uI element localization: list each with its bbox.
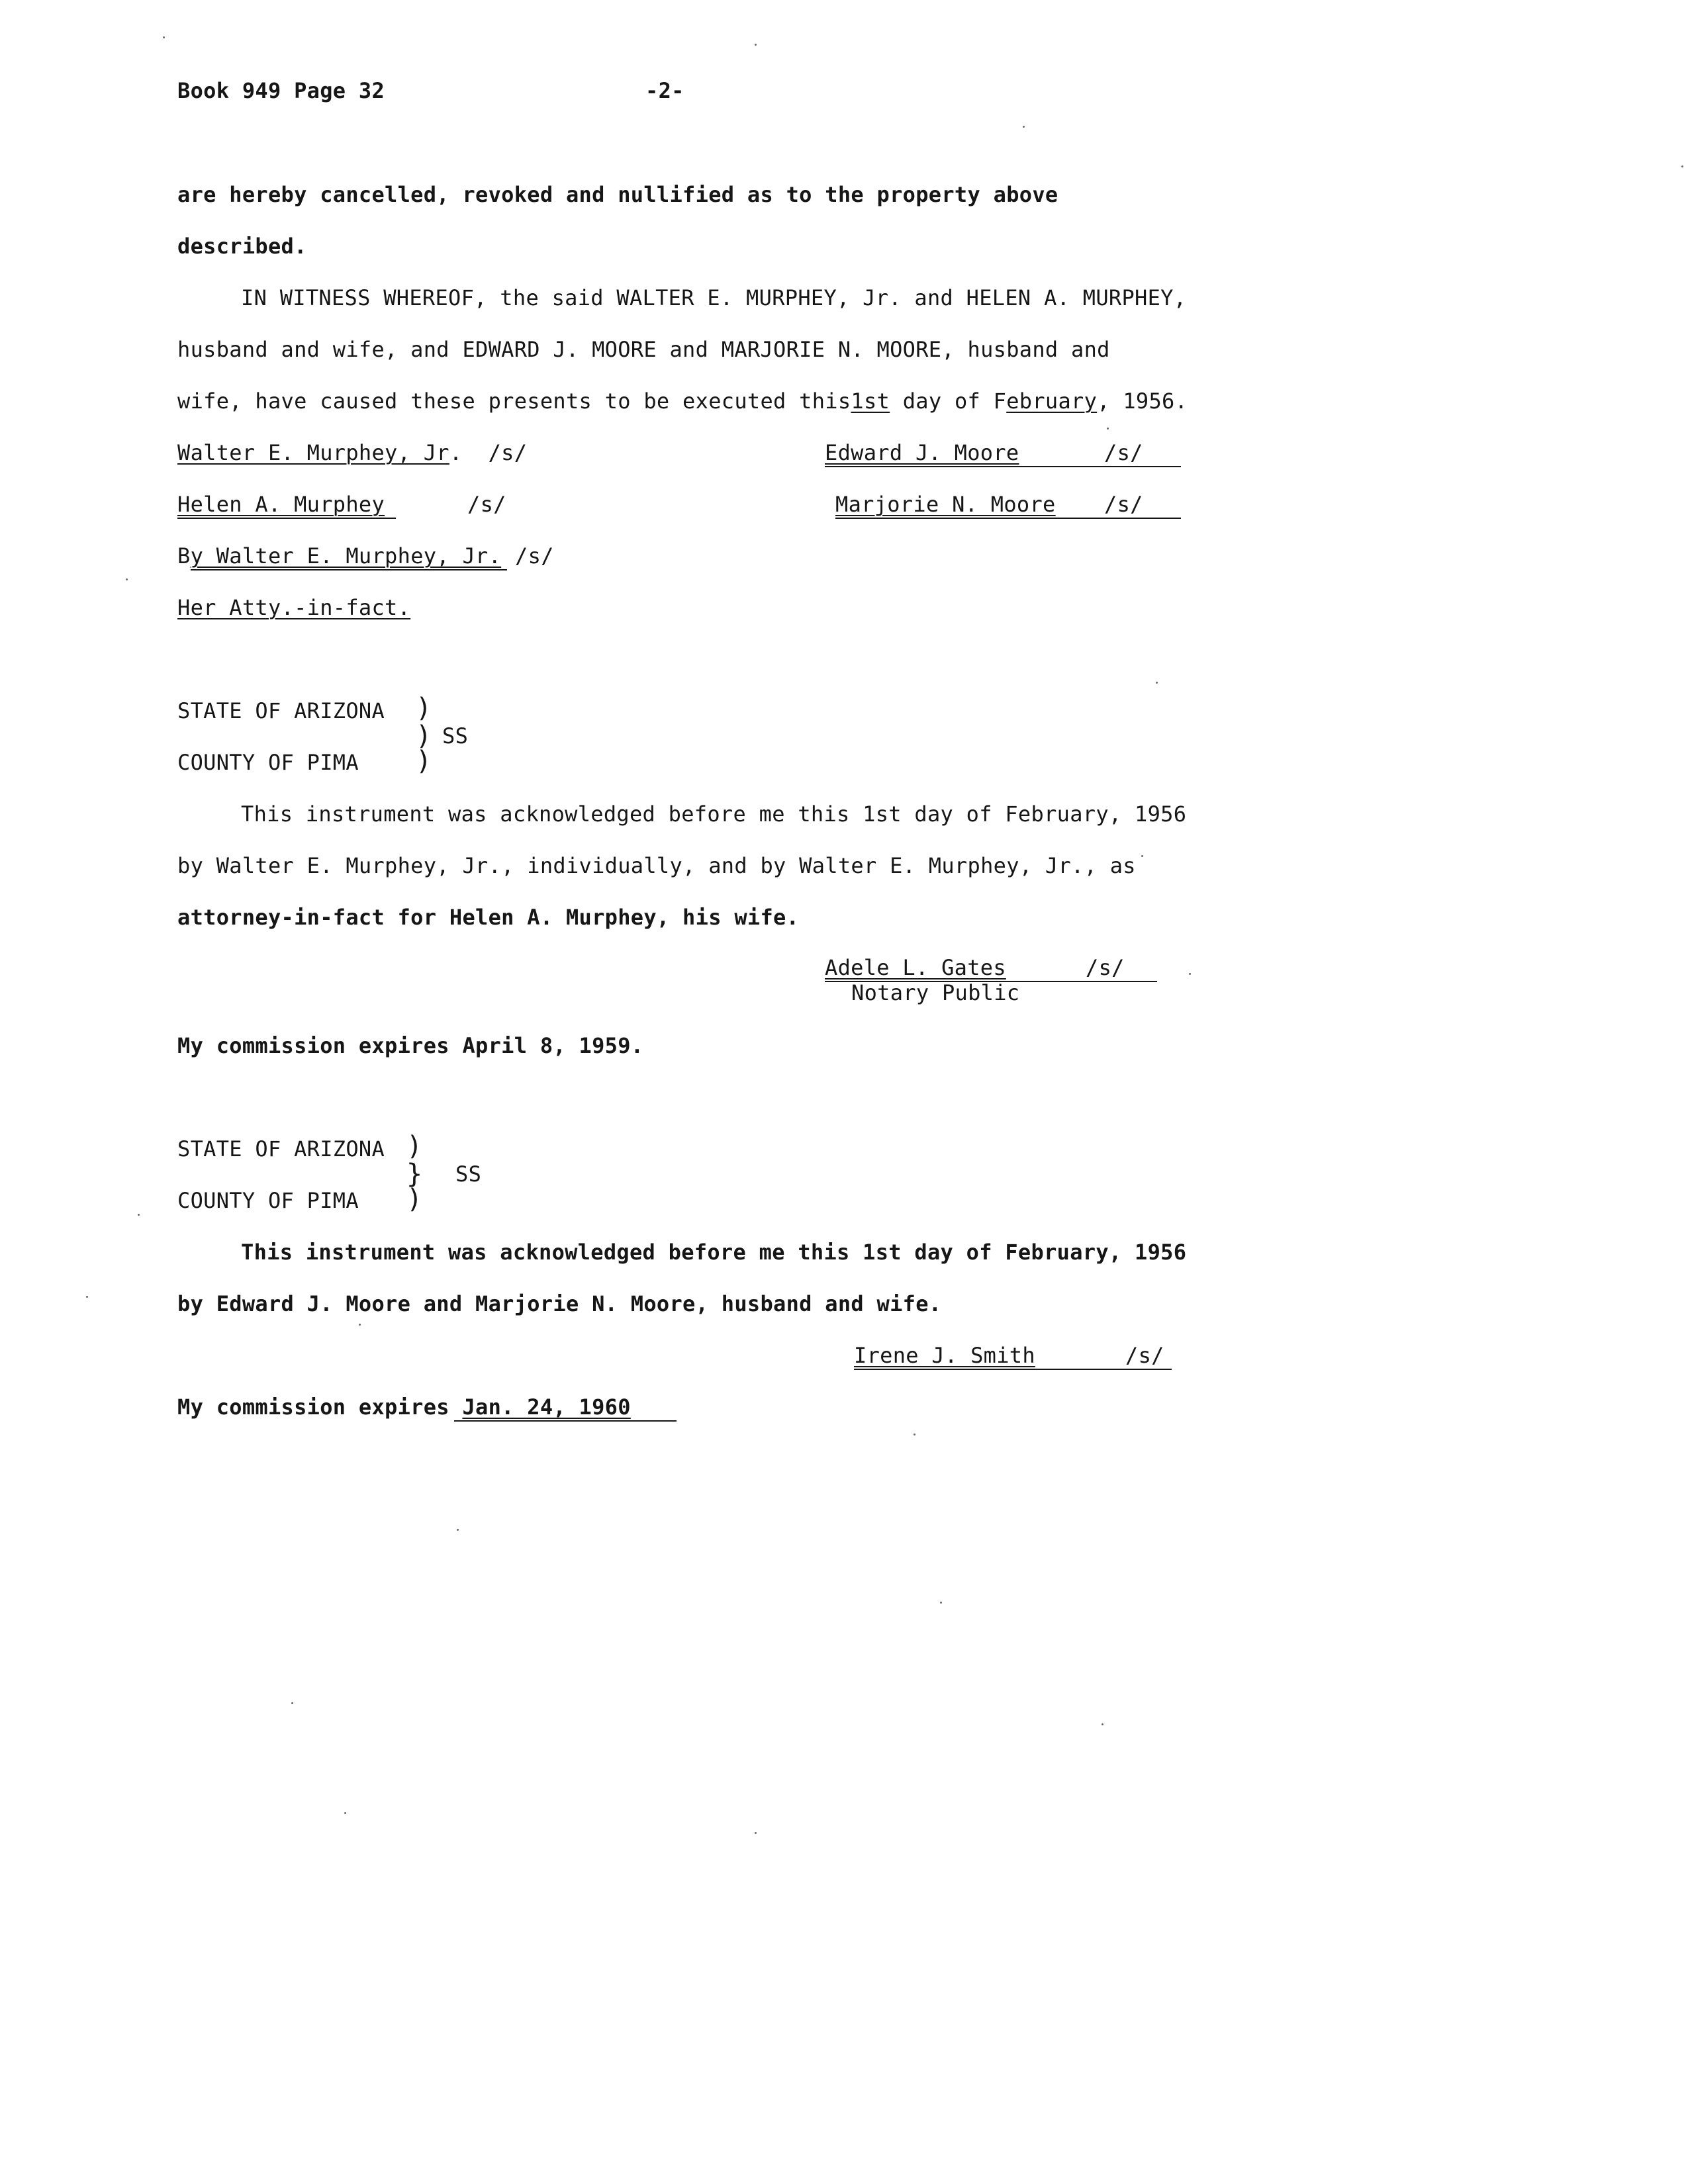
scan-speck — [1107, 428, 1109, 430]
signature-walter: Walter E. Murphey, Jr. /s/ — [177, 440, 528, 465]
ack2-state: STATE OF ARIZONA — [177, 1136, 385, 1161]
ack2-ss: SS — [455, 1161, 482, 1187]
scan-speck — [86, 1296, 88, 1298]
ack2-commission: My commission expires Jan. 24, 1960 — [177, 1394, 631, 1420]
signature-edward-mark: /s/ — [1104, 440, 1143, 465]
scan-speck — [1141, 855, 1143, 857]
ack1-brace-top: ) — [416, 693, 432, 723]
ack1-text-line-1: This instrument was acknowledged before me this 1st day of February, 1956 — [241, 801, 1187, 827]
signature-by-mark: /s/ — [515, 543, 554, 569]
body-line-2: described. — [177, 234, 307, 259]
scan-speck — [755, 1832, 757, 1834]
scan-speck — [1681, 165, 1683, 167]
ack2-county: COUNTY OF PIMA — [177, 1188, 359, 1213]
scan-speck — [457, 1529, 459, 1531]
scan-speck — [138, 1214, 140, 1216]
ack1-notary-title: Notary Public — [851, 980, 1020, 1005]
ack1-commission: My commission expires April 8, 1959. — [177, 1033, 644, 1058]
ack2-brace-bottom: ) — [406, 1184, 423, 1214]
scan-speck — [344, 1812, 346, 1814]
witness-month: ebruary — [1006, 388, 1098, 414]
ack2-notary-line — [854, 1369, 1172, 1370]
ack2-notary-signature: Irene J. Smith — [854, 1343, 1035, 1368]
ack2-notary-mark: /s/ — [1125, 1343, 1164, 1368]
signature-her-atty: Her Atty.-in-fact. — [177, 595, 411, 620]
ack1-text-line-3: attorney-in-fact for Helen A. Murphey, his wife. — [177, 905, 800, 930]
scan-speck — [755, 44, 757, 46]
ack1-notary-mark: /s/ — [1086, 955, 1125, 980]
ack2-brace-top: ) — [406, 1131, 423, 1161]
scan-speck — [940, 1602, 942, 1604]
page-number: -2- — [645, 78, 684, 103]
witness-line-2: husband and wife, and EDWARD J. MOORE and MARJORIE N. MOORE, husband and — [177, 337, 1110, 362]
signature-line-marjorie — [835, 518, 1181, 519]
book-page-reference: Book 949 Page 32 — [177, 78, 385, 103]
signature-line-helen — [177, 518, 396, 519]
scan-speck — [1023, 126, 1025, 128]
scan-speck — [1189, 973, 1191, 975]
ack1-text-line-2: by Walter E. Murphey, Jr., individually, and by Walter E. Murphey, Jr., as — [177, 853, 1136, 878]
scan-speck — [1156, 682, 1158, 684]
scan-speck — [163, 36, 165, 38]
ack2-commission-line — [454, 1420, 677, 1422]
signature-line-by — [191, 569, 507, 570]
witness-day: 1st — [851, 388, 890, 414]
signature-marjorie-mark: /s/ — [1104, 492, 1143, 517]
ack1-state: STATE OF ARIZONA — [177, 698, 385, 723]
witness-line-3: wife, have caused these presents to be executed this1st day of February, 1956. — [177, 388, 1188, 414]
signature-helen: Helen A. Murphey — [177, 492, 385, 517]
ack2-brace-mid: } — [406, 1159, 423, 1189]
scan-speck — [1102, 1723, 1103, 1725]
body-line-1: are hereby cancelled, revoked and nullified as to the property above — [177, 182, 1058, 207]
scan-speck — [126, 578, 128, 580]
witness-line-1: IN WITNESS WHEREOF, the said WALTER E. MURPHEY, Jr. and HELEN A. MURPHEY, — [241, 285, 1187, 310]
ack1-notary-signature: Adele L. Gates — [825, 955, 1006, 980]
ack1-ss: SS — [442, 723, 469, 749]
signature-helen-mark: /s/ — [467, 492, 506, 517]
ack1-brace-bottom: ) — [416, 746, 432, 776]
scan-speck — [359, 1324, 361, 1326]
signature-line-edward — [825, 466, 1181, 467]
ack1-brace-mid: ) — [416, 721, 432, 751]
scan-speck — [291, 1702, 293, 1704]
signature-walter-mark: /s/ — [488, 440, 528, 465]
ack2-text-line-2: by Edward J. Moore and Marjorie N. Moore, husband and wife. — [177, 1291, 942, 1316]
scan-speck — [914, 1433, 915, 1435]
ack2-text-line-1: This instrument was acknowledged before me this 1st day of February, 1956 — [241, 1240, 1187, 1265]
signature-edward: Edward J. Moore — [825, 440, 1019, 465]
ack1-county: COUNTY OF PIMA — [177, 750, 359, 775]
signature-by-attorney: By Walter E. Murphey, Jr. — [177, 543, 502, 569]
signature-marjorie: Marjorie N. Moore — [835, 492, 1056, 517]
